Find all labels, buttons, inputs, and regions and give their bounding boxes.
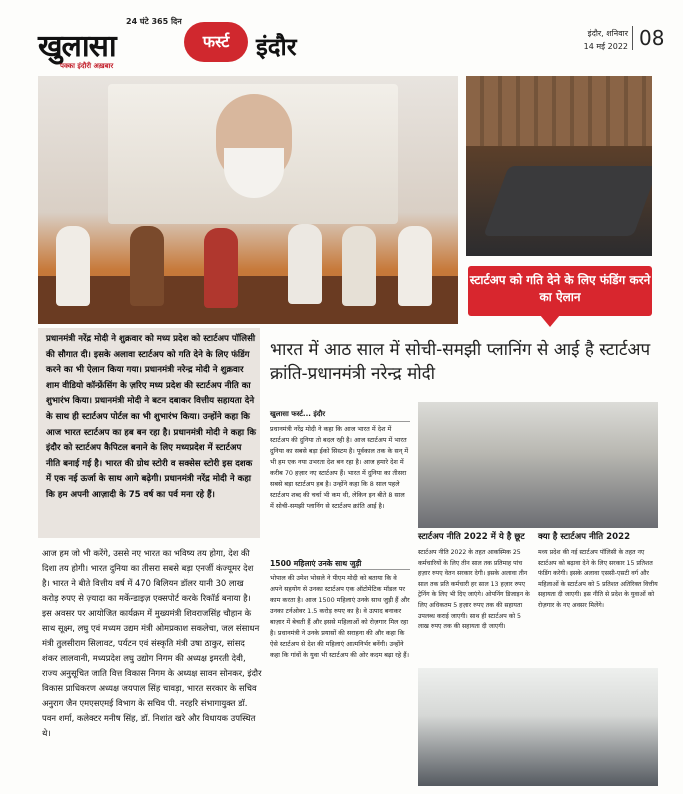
- stage-floor: [38, 276, 458, 324]
- portal-launch-photo: [418, 402, 658, 528]
- masthead-tagline: 24 घंटे 365 दिन: [126, 17, 182, 26]
- newspaper-logo: खुलासा: [38, 29, 116, 64]
- funding-banner: स्टार्टअप को गति देने के लिए फंडिंग करने का ऐलान: [468, 266, 652, 316]
- logo-subtitle: पक्का इंदौरी अख़बार: [60, 62, 114, 70]
- policy-what-text: मध्य प्रदेश की नई स्टार्टअप पॉलिसी के तहत नए स्टार्टअप को बढ़ावा देने के लिए सरकार 15 प्रतिशत फंडिंग करेगी। इसके अलावा एससी-एसटी वर्ग और महिलाओं के स्टार्टअप को 5 प्रतिशत अतिरिक्त वित्तीय सहायता दी जाएगी। इस नीति से प्रदेश के युवाओं को रोज़गार के नए अवसर मिलेंगे।: [538, 549, 658, 609]
- issue-date: 14 मई 2022: [583, 42, 628, 51]
- logo-badge: फर्स्ट: [184, 22, 248, 62]
- policy-exemption-text: स्टार्टअप नीति 2022 के तहत आकस्मिक 25 कर्मचारियों के लिए तीन साल तक प्रतिमाह पांच हज़ार रुपए वेतन सरकार देगी। इसके अलावा तीन साल तक प्रति कर्मचारी हर साल 13 हज़ार रुपए ट्रेनिंग के लिए भी दिए जाएंगे। ओपनिंग डिजाइन के लिए अधिकतम 5 हज़ार रुपए तक की सहायता उपलब्ध कराई जाएगी। साथ ही स्टार्टअप को 5 लाख रुपए तक की सहायता दी जाएगी।: [418, 549, 530, 631]
- lead-paragraph: प्रधानमंत्री नरेंद्र मोदी ने शुक्रवार को मध्य प्रदेश को स्टार्टअप पॉलिसी की सौगात दी। इसके अलावा स्टार्टअप को गति देने के लिए फंडिंग करने का भी ऐलान किया गया। प्रधानमंत्री नरेन्द्र मोदी ने शुक्रवार शाम वीडियो कॉन्फ्रेंसिंग के ज़रिए मध्य प्रदेश की स्टार्टअप नीति का शुभारंभ किया। प्रधानमंत्री मोदी ने बटन दबाकर वित्तीय सहायता देने के साथ ही स्टार्टअप पोर्टल का भी शुभारंभ किया। उन्होंने कहा कि आज भारत स्टार्टअप का हब बन रहा है। प्रधानमंत्री मोदी ने कहा कि इंदौर को स्टार्टअप कैपिटल बनाने के लिए मध्यप्रदेश में स्टार्टअप नीति बनाई गई है। भारत की ग्रोथ स्टोरी व सक्सेस स्टोरी इस दशक में एक नई ऊर्जा के साथ आगे बढ़ेगी। प्रधानमंत्री नरेंद्र मोदी ने कहा कि हम अपनी आज़ादी के 75 वर्ष का पर्व मना रहे हैं।: [46, 334, 256, 500]
- policy-what-heading: क्या है स्टार्टअप नीति 2022: [538, 532, 631, 542]
- person-figure: [130, 226, 164, 306]
- person-figure: [398, 226, 432, 306]
- edition-label: इंदौर, शनिवार: [587, 29, 628, 38]
- person-figure: [56, 226, 90, 306]
- masthead: [38, 14, 665, 70]
- person-figure: [342, 226, 376, 306]
- meeting-photo: [466, 76, 652, 256]
- middle-body-text: प्रधानमंत्री नरेंद्र मोदी ने कहा कि आज भारत में देश में स्टार्टअप की दुनिया तो बदल रही है। आज स्टार्टअप में भारत दुनिया का सबसे बड़ा ईको सिस्टम है। पूर्वकाल तक के सन् में भी हम एक नया उभरता देश बन रहा है। आज हमारे देश में करीब 70 हज़ार नए स्टार्टअप हैं। भारत में दुनिया का तीसरा सबसे बड़ा स्टार्टअप हब है। उन्होंने कहा कि 8 साल पहले स्टार्टअप शब्द की चर्चा भी कम थी, लेकिन इन बीते 8 साल में सोची-समझी प्लानिंग से स्टार्टअप क्रांति आई है।: [270, 425, 409, 510]
- meeting-table: [483, 166, 652, 236]
- meeting-wall: [466, 76, 652, 146]
- person-figure: [288, 224, 322, 304]
- banner-pointer: [540, 315, 560, 327]
- middle-body-text-2: भोपाल की उमेश भोसले ने पीएम मोदी को बताया कि वे अपने सहयोग से उनका स्टार्टअप एक ऑटोमेटिक मॉडल पर काम करता है। आज 1500 महिलाएं उनके साथ जुड़ी हैं और उनका टर्नओवर 1.5 करोड़ रुपए का है। वे उत्पाद बनाकर बाज़ार में बेचती हैं और इससे महिलाओं को रोज़गार मिल रहा है। प्रधानमंत्री ने उनके प्रयासों की सराहना की और कहा कि ऐसे स्टार्टअप से देश की महिलाएं आत्मनिर्भर बनेंगी। उन्होंने कहा कि गांवों के युवा भी स्टार्टअप की ओर कदम बढ़ा रहे हैं।: [270, 574, 410, 659]
- page-number: 08: [632, 26, 664, 50]
- person-figure: [204, 228, 238, 308]
- policy-exemption-heading: स्टार्टअप नीति 2022 में ये है छूट: [418, 532, 525, 542]
- exhibition-photo: [418, 668, 658, 786]
- stage-photo: [38, 76, 458, 324]
- main-headline: भारत में आठ साल में सोची-समझी प्लानिंग से आई है स्टार्टअप क्रांति-प्रधानमंत्री नरेन्द्र मोदी: [270, 340, 651, 384]
- middle-subheading: 1500 महिलाएं उनके साथ जुड़ी: [270, 559, 410, 570]
- left-body-text: आज हम जो भी करेंगे, उससे नए भारत का भविष्य तय होगा, देश की दिशा तय होगी। भारत दुनिया का तीसरा सबसे बड़ा एनर्जी कंज्यूमर देश है। भारत ने बीते वित्तीय वर्ष में 470 बिलियन डॉलर यानी 30 लाख करोड़ रुपए से ज़्यादा का मर्केन्डाइज़ एक्सपोर्ट करके रिकॉर्ड बनाया है। इस अवसर पर आयोजित कार्यक्रम में मुख्यमंत्री शिवराजसिंह चौहान के साथ सूक्ष्म, लघु एवं मध्यम उद्यम मंत्री ओमप्रकाश सकलेचा, जल संसाधन मंत्री तुलसीराम सिलावट, पर्यटन एवं संस्कृति मंत्री उषा ठाकुर, सांसद शंकर लालवानी, मध्यप्रदेश लघु उद्योग निगम की अध्यक्ष इमरती देवी, राज्य अनुसूचित जाति वित्त विकास निगम के अध्यक्ष सावन सोनकर, इंदौर विकास प्राधिकरण अध्यक्ष जयपाल सिंह चावड़ा, भारत सरकार के सचिव अनुराग जैन एमएसएमई विभाग के सचिव पी. नरहरि संभागायुक्त डॉ. पवन शर्मा, कलेक्टर मनीष सिंह, डॉ. निशांत खरे और विधायक उपस्थित थे।: [42, 548, 262, 738]
- edition-city: इंदौर: [256, 33, 297, 61]
- dateline: खुलासा फर्स्ट... इंदौर: [270, 410, 410, 422]
- date-block: [568, 28, 628, 52]
